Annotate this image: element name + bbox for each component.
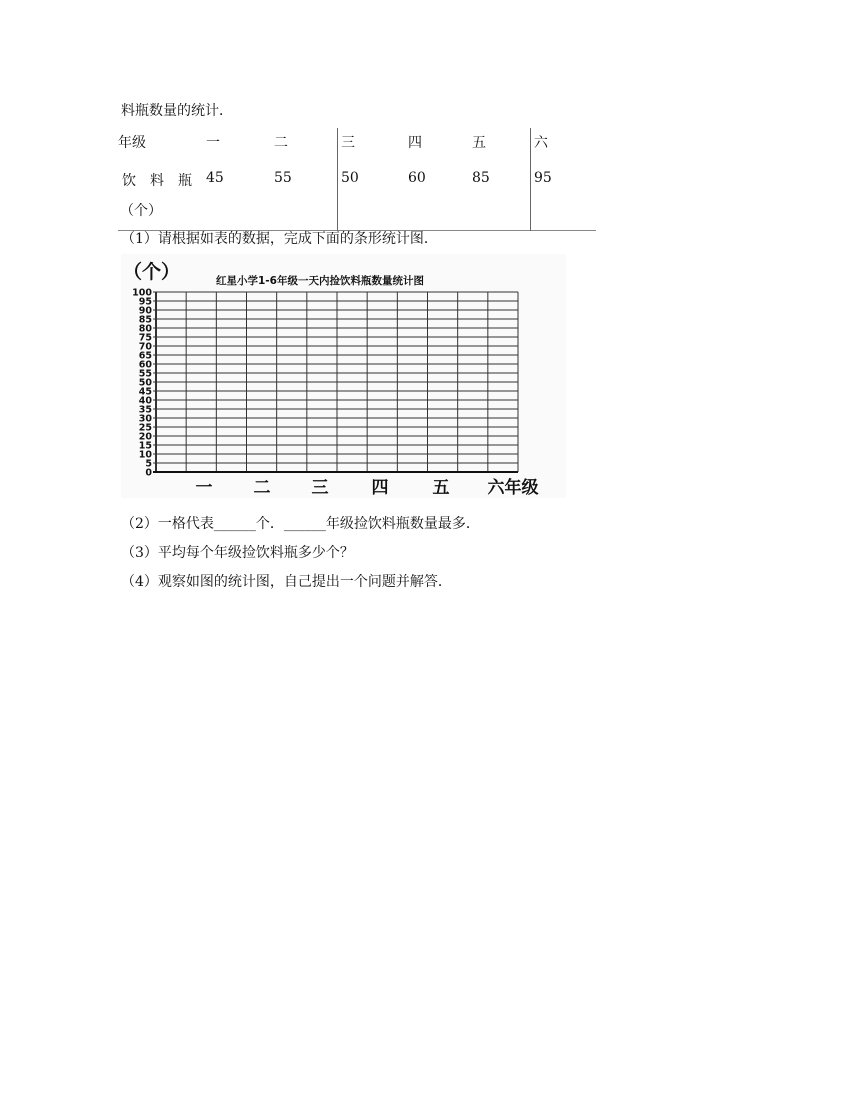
question-2: （2）一格代表______个．______年级捡饮料瓶数量最多． [121, 516, 480, 532]
intro-text: 料瓶数量的统计． [121, 103, 233, 119]
chart-title: 红星小学1-6年级一天内捡饮料瓶数量统计图 [216, 275, 424, 287]
table-grade-cell: 一 [206, 135, 220, 151]
row-unit-text: （个） [120, 203, 162, 219]
question-1: （1）请根据如表的数据，完成下面的条形统计图． [121, 231, 438, 247]
data-table [118, 128, 596, 231]
y-tick-label: 20 [138, 431, 152, 443]
x-tick-label: 五 [432, 478, 450, 498]
y-tick-label: 25 [138, 422, 152, 434]
table-header-row [118, 128, 596, 162]
table-grade-cell: 二 [274, 135, 288, 151]
y-tick-label: 85 [138, 314, 152, 326]
table-grade-cell: 四 [408, 135, 422, 151]
table-value-cell: 95 [531, 162, 597, 231]
y-tick-label: 40 [138, 395, 152, 407]
question-4: （4）观察如图的统计图，自己提出一个问题并解答． [121, 574, 452, 590]
table-value-cell: 60 [408, 170, 426, 186]
table-value-cell: 45 [206, 170, 224, 186]
y-tick-label: 70 [138, 341, 152, 353]
x-tick-label: 一 [195, 478, 213, 498]
table-value-cell: 85 [472, 170, 490, 186]
y-tick-label: 35 [138, 404, 152, 416]
x-tick-label: 二 [253, 478, 271, 498]
table-value-cell: 50 [338, 162, 409, 231]
y-tick-label: 5 [145, 458, 152, 470]
x-tick-label: 三 [311, 478, 329, 498]
table-value-cell: 55 [274, 170, 292, 186]
row-label-text: 饮 料 瓶 [122, 173, 192, 189]
y-tick-label: 45 [138, 386, 152, 398]
table-grade-cell: 六 [531, 128, 597, 162]
y-tick-label: 0 [145, 467, 152, 479]
bar-chart [121, 254, 566, 498]
y-tick-label: 10 [138, 449, 152, 461]
table-header-label: 年级 [118, 135, 146, 151]
y-tick-label: 30 [138, 413, 152, 425]
bar-chart-svg [121, 254, 566, 498]
y-tick-label: 15 [138, 440, 152, 452]
y-tick-label: 65 [138, 350, 152, 362]
y-tick-label: 55 [138, 368, 152, 380]
y-tick-label: 100 [132, 287, 152, 299]
table-grade-cell: 五 [472, 135, 486, 151]
y-tick-label: 90 [138, 305, 152, 317]
x-tick-label: 四 [371, 478, 389, 498]
x-tick-label: 六年级 [487, 478, 539, 498]
y-tick-label: 75 [138, 332, 152, 344]
table-value-row [118, 162, 596, 231]
y-tick-label: 80 [138, 323, 152, 335]
table-row-label [118, 162, 206, 231]
y-tick-label: 60 [138, 359, 152, 371]
y-tick-label: 50 [138, 377, 152, 389]
y-axis-unit-label: （个） [123, 261, 181, 283]
table-grade-cell: 三 [338, 128, 409, 162]
y-tick-label: 95 [138, 296, 152, 308]
question-3: （3）平均每个年级捡饮料瓶多少个？ [121, 545, 354, 561]
